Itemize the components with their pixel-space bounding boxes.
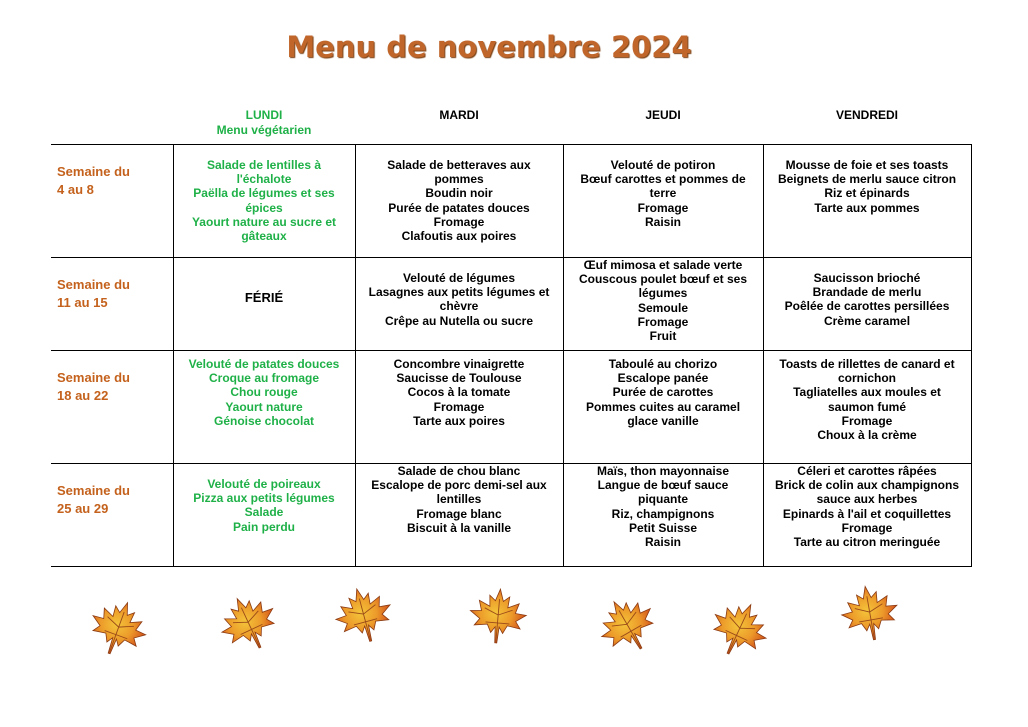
menu-line: Yaourt nature xyxy=(225,399,303,414)
menu-line: Maïs, thon mayonnaise xyxy=(596,464,730,478)
maple-leaf-icon xyxy=(707,598,771,662)
menu-line: Velouté de poireaux xyxy=(207,477,321,491)
week-row xyxy=(51,258,971,351)
week-label-line1: Semaine du xyxy=(57,277,130,292)
menu-line: Choux à la crème xyxy=(817,428,917,443)
menu-cell-jeudi xyxy=(563,351,763,464)
menu-line: Fromage xyxy=(841,520,893,535)
menu-line: Crème caramel xyxy=(823,313,911,328)
menu-line: Purée de patates douces xyxy=(388,200,530,215)
maple-leaf-icon xyxy=(466,585,530,649)
menu-line: Fromage xyxy=(637,314,689,329)
menu-line: glace vanille xyxy=(627,413,699,428)
header-vendredi: VENDREDI xyxy=(835,108,898,122)
menu-line: Yaourt nature au sucre et xyxy=(191,214,337,229)
menu-line: Tarte aux pommes xyxy=(814,200,920,215)
menu-line: chèvre xyxy=(439,299,479,314)
week-label-line1: Semaine du xyxy=(57,370,130,385)
menu-cell-vendredi xyxy=(763,145,971,258)
week-label-line1: Semaine du xyxy=(57,164,130,179)
maple-leaf-icon xyxy=(596,594,660,658)
menu-line: Riz, champignons xyxy=(611,506,715,521)
maple-leaf-icon xyxy=(838,582,902,646)
menu-line: Salade de lentilles à xyxy=(206,158,322,172)
menu-line: Œuf mimosa et salade verte xyxy=(583,258,743,272)
menu-line: Raisin xyxy=(644,535,681,550)
week-label-dates: 18 au 22 xyxy=(57,388,109,403)
menu-cell-vendredi xyxy=(763,258,971,351)
menu-line: Concombre vinaigrette xyxy=(393,357,525,371)
menu-line: Mousse de foie et ses toasts xyxy=(785,158,949,172)
menu-line: pommes xyxy=(434,172,484,187)
menu-line: Céleri et carottes râpées xyxy=(797,464,937,478)
menu-line: Saucisson brioché xyxy=(813,271,921,285)
menu-line: Fromage xyxy=(841,413,893,428)
menu-line: Biscuit à la vanille xyxy=(406,520,512,535)
menu-line: Bœuf carottes et pommes de xyxy=(580,172,746,187)
menu-line: Fromage xyxy=(433,214,485,229)
menu-line: Tarte au citron meringuée xyxy=(793,535,941,550)
menu-line: Couscous poulet bœuf et ses xyxy=(578,272,747,287)
menu-line: Chou rouge xyxy=(230,385,298,400)
menu-line: Pizza aux petits légumes xyxy=(193,491,335,506)
menu-cell-mardi xyxy=(355,464,563,567)
menu-line: Boudin noir xyxy=(425,186,493,201)
menu-line: Beignets de merlu sauce citron xyxy=(777,172,957,187)
week-label xyxy=(51,464,173,567)
menu-cell-lundi xyxy=(173,145,355,258)
maple-leaf-icon xyxy=(86,597,150,661)
menu-line: Génoise chocolat xyxy=(213,413,315,428)
menu-line: Petit Suisse xyxy=(628,520,698,535)
menu-line: sauce aux herbes xyxy=(816,492,918,507)
header-lundi-sublabel: Menu végétarien xyxy=(216,123,312,137)
menu-line: piquante xyxy=(638,492,688,507)
menu-line: Epinards à l'ail et coquillettes xyxy=(782,506,952,521)
menu-line: Clafoutis aux poires xyxy=(401,229,517,244)
menu-cell-lundi xyxy=(173,464,355,567)
menu-line: Salade de betteraves aux xyxy=(387,158,531,172)
maple-leaf-icon xyxy=(332,584,396,648)
header-jeudi: JEUDI xyxy=(645,108,681,122)
maple-leaf-icon xyxy=(217,592,281,656)
menu-line: Fruit xyxy=(649,329,677,344)
menu-cell-lundi xyxy=(173,351,355,464)
week-label-dates: 25 au 29 xyxy=(57,501,109,516)
menu-line: Escalope panée xyxy=(617,371,709,386)
week-row xyxy=(51,351,971,464)
menu-cell-jeudi xyxy=(563,258,763,351)
menu-line: Raisin xyxy=(644,214,681,229)
menu-line: saumon fumé xyxy=(827,399,906,414)
menu-cell-vendredi xyxy=(763,351,971,464)
menu-line: Salade de chou blanc xyxy=(397,464,521,478)
page-title: Menu de novembre 2024 xyxy=(286,30,692,64)
menu-line: Purée de carottes xyxy=(612,385,714,400)
week-label xyxy=(51,258,173,351)
menu-cell-mardi xyxy=(355,258,563,351)
menu-line: Toasts de rillettes de canard et xyxy=(779,357,955,371)
menu-line: Escalope de porc demi-sel aux xyxy=(371,478,547,493)
menu-line: Tarte aux poires xyxy=(413,413,505,428)
menu-cell-jeudi xyxy=(563,145,763,258)
menu-line: Paëlla de légumes et ses xyxy=(193,186,335,201)
menu-line: cornichon xyxy=(837,371,896,386)
menu-line: Cocos à la tomate xyxy=(407,385,511,400)
menu-line: Pain perdu xyxy=(232,519,295,534)
menu-line: Lasagnes aux petits légumes et xyxy=(368,285,550,300)
menu-line: Poêlée de carottes persillées xyxy=(784,299,950,314)
menu-line: Fromage xyxy=(637,200,689,215)
menu-line: Fromage blanc xyxy=(416,506,502,521)
header-mardi: MARDI xyxy=(439,108,479,122)
menu-line: Taboulé au chorizo xyxy=(608,357,718,371)
menu-line: l'échalote xyxy=(236,172,292,187)
menu-line: gâteaux xyxy=(241,229,287,244)
menu-line: Saucisse de Toulouse xyxy=(396,371,522,386)
week-row xyxy=(51,145,971,258)
week-label xyxy=(51,145,173,258)
menu-line: légumes xyxy=(638,286,688,301)
week-label-dates: 4 au 8 xyxy=(57,182,94,197)
menu-line: épices xyxy=(245,200,283,215)
menu-line: Velouté de potiron xyxy=(610,158,716,172)
menu-line: Langue de bœuf sauce xyxy=(597,478,729,493)
week-label-line1: Semaine du xyxy=(57,483,130,498)
menu-line: Tagliatelles aux moules et xyxy=(793,385,941,400)
menu-line: Brick de colin aux champignons xyxy=(774,478,960,493)
menu-line: Brandade de merlu xyxy=(812,285,922,300)
menu-line: Semoule xyxy=(637,300,688,315)
menu-cell-mardi xyxy=(355,145,563,258)
week-row xyxy=(51,464,971,567)
menu-cell-jeudi xyxy=(563,464,763,567)
header-lundi-label: LUNDI xyxy=(245,108,283,122)
menu-line: Velouté de légumes xyxy=(402,271,516,285)
menu-line: terre xyxy=(649,186,677,201)
menu-line: Crêpe au Nutella ou sucre xyxy=(384,313,534,328)
menu-line: lentilles xyxy=(436,492,482,507)
menu-line: Velouté de patates douces xyxy=(188,357,340,371)
header-lundi xyxy=(173,108,355,138)
menu-line: Fromage xyxy=(433,399,485,414)
menu-table xyxy=(51,144,972,567)
week-label xyxy=(51,351,173,464)
week-label-dates: 11 au 15 xyxy=(57,295,108,310)
menu-cell-vendredi xyxy=(763,464,971,567)
menu-cell-lundi-ferie: FÉRIÉ xyxy=(173,258,355,351)
menu-line: Pommes cuites au caramel xyxy=(585,399,741,414)
menu-cell-mardi xyxy=(355,351,563,464)
menu-line: Croque au fromage xyxy=(208,371,319,386)
menu-line: Riz et épinards xyxy=(824,186,910,201)
menu-line: Salade xyxy=(244,505,284,520)
